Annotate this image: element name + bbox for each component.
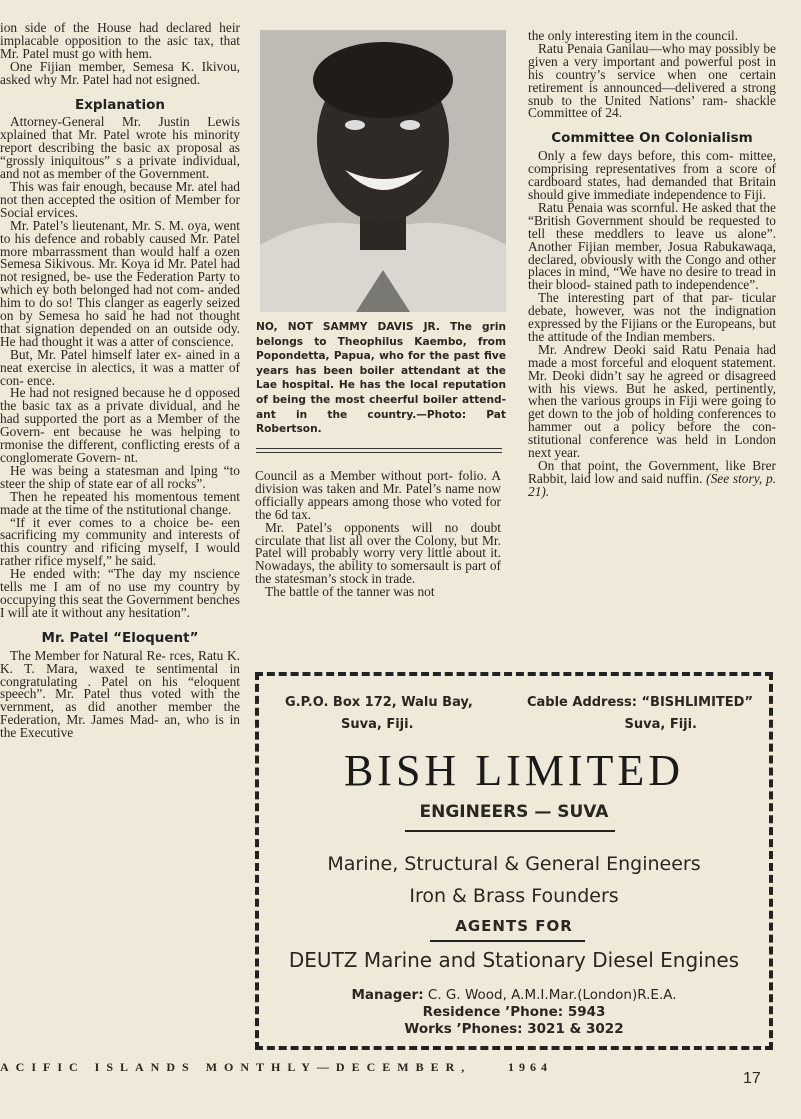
column-1 (0, 22, 240, 740)
paragraph (528, 460, 776, 499)
portrait-image (260, 30, 506, 312)
ad-cable: Cable Address: “BISHLIMITED” (526, 695, 753, 710)
paragraph: Mr. Patel’s lieutenant, Mr. S. M. oya, went to his defence and robably caused Mr. Patel more mbarrassment than would half a ozen Semesa Sikivous. Mr. Koya id Mr. Patel had not resigned, be- use the Federation Party to which ey both belonged had not com- anded him to do so! This clanger as eagerly seized on by Semesa ho said he had not thought that signation depended on an outside ody. He had thought it was a atter of conscience. (0, 217, 240, 349)
paragraph: But, Mr. Patel himself later ex- ained in a neat exercise in alectics, it was a matter of con- ence. (0, 346, 240, 388)
paragraph: The battle of the tanner was not (265, 584, 435, 600)
section-heading-eloquent: Mr. Patel “Eloquent” (41, 629, 199, 646)
ad-residence-phone: Residence ’Phone: 5943 (422, 1004, 606, 1020)
ad-manager-label: Manager: (351, 987, 424, 1003)
ad-company-name: BISH LIMITED (343, 746, 685, 795)
ad-works-phones: Works ’Phones: 3021 & 3022 (404, 1021, 624, 1037)
column-2 (255, 470, 501, 599)
ad-pobox-city: Suva, Fiji. (341, 717, 414, 732)
ad-postal-address (285, 692, 473, 736)
paragraph: One Fijian member, Semesa K. Ikivou, asked why Mr. Patel had not esigned. (0, 58, 240, 87)
ad-tagline: ENGINEERS — SUVA (419, 802, 609, 822)
paragraph: Ratu Penaia was scornful. He asked that the “British Government should be requested to tell these meddlers to leave us alone”. Another Fijian member, Josua Rabukawaqa, declared, obviously with the Congo and other places in mind, “We have no desire to tread in their blood- stained path to independence”. (528, 199, 776, 293)
section-heading-explanation: Explanation (74, 96, 166, 113)
page-footer (0, 1056, 801, 1086)
footer-publication: ACIFIC ISLANDS MONTHLY—DECEMBER, (0, 1060, 472, 1074)
ad-pobox: G.P.O. Box 172, Walu Bay, (285, 695, 473, 710)
footer-year: 1964 (508, 1060, 552, 1074)
portrait-photo (260, 30, 506, 312)
ad-manager (255, 987, 773, 1004)
paragraph: Mr. Patel’s opponents will no doubt circulate that list all over the Colony, but Mr. Patel will probably worry very little about it. Nowadays, the ability to somersault is part of the statesman’s stock in trade. (255, 519, 501, 587)
caption-body: The grin belongs to Theophilus Kaembo, from Popondetta, Papua, who for the past five years has been boiler attendant at the Lae hospital. He has the local reputation of being the most cheerful boiler attend- ant in the country.—Photo: Pat Robertson. (256, 321, 506, 436)
ad-manager-name: C. G. Wood, A.M.I.Mar.(London)R.E.A. (427, 987, 677, 1003)
paragraph: “If it ever comes to a choice be- een sacrificing my community and interests of this country and rificing myself, I would rather rifice myself,” he said. (0, 514, 240, 569)
ad-border (255, 672, 773, 676)
paragraph: This was fair enough, because Mr. atel had not then accepted the osition of Member for Social ervices. (0, 178, 240, 220)
caption-lead: NO, NOT SAMMY DAVIS JR. (256, 321, 440, 333)
ad-agents-heading: AGENTS FOR (455, 917, 573, 935)
page-number: 17 (743, 1070, 761, 1087)
ad-services-line: Marine, Structural & General Engineers (327, 853, 701, 875)
paragraph: the only interesting item in the council. (528, 28, 739, 43)
ad-cable-address (527, 692, 753, 736)
ad-services-line: Iron & Brass Founders (409, 885, 619, 907)
column-3 (528, 30, 776, 499)
ad-divider (430, 940, 585, 942)
paragraph: Ratu Penaia Ganilau—who may possibly be given a very important and powerful post in his country’s service when one certain retirement is announced—delivered a strong snub to the United Nations’ ram- shackle Committee of 24. (528, 40, 776, 121)
see-story-reference: (See story, p. 21). (528, 470, 776, 499)
paragraph: He was being a statesman and lping “to steer the ship of state ear of all rocks”. (0, 462, 240, 491)
paragraph: He ended with: “The day my nscience tells me I am of no use my country by occupying this seat the Government benches I will ate it without any hesitation”. (0, 566, 240, 620)
paragraph: Attorney-General Mr. Justin Lewis xplained that Mr. Patel wrote his minority report describing the basic ax proposal as “grossly iniquitous” s a private individual, and not as member of the Government. (0, 114, 240, 182)
ad-deutz-line: DEUTZ Marine and Stationary Diesel Engines (288, 948, 740, 972)
paragraph: The Member for Natural Re- rces, Ratu K. K. T. Mara, waxed te sentimental in congratulating . Patel on his “eloquent speech”. Mr. Patel thus voted with the vernment, as did another member the Federation, Mr. James Mad- an, who is in the Executive (0, 647, 240, 741)
paragraph: Council as a Member without port- folio. A division was taken and Mr. Patel’s name now officially appears among those who voted for the 6d tax. (255, 468, 501, 522)
paragraph: The interesting part of that par- ticular debate, however, was not the indignation expressed by the Fijians or the Europeans, but the attitude of the Indian members. (528, 290, 776, 344)
ad-contacts (255, 987, 773, 1038)
divider (256, 448, 502, 449)
bish-limited-advertisement (255, 672, 773, 1050)
paragraph: Only a few days before, this com- mittee, comprising representatives from a score of cardboard states, had demanded that Britain should give immediate independence to Fiji. (528, 148, 776, 202)
paragraph: He had not resigned because he d opposed the basic tax as a private dividual, and he had supported the port as a Member of the Govern- ent because he was helping to rmonise the different, conflicting erests of a conglomerate Govern- nt. (0, 385, 240, 465)
photo-caption (256, 320, 506, 437)
ad-border (255, 1046, 773, 1050)
ad-cable-city: Suva, Fiji. (624, 717, 697, 732)
section-heading-committee: Committee On Colonialism (551, 130, 753, 147)
paragraph: Mr. Andrew Deoki said Ratu Penaia had made a most forceful and eloquent statement. Mr. Deoki didn’t say he agreed or disagreed with his views. But he asked, pertinently, when the various groups in Fiji were going to get down to the job of holding conferences to hammer out a policy before the con- stitutional conference was held in London next year. (528, 341, 776, 461)
paragraph: Then he repeated his momentous tement made at the time of the nstitutional change. (0, 488, 240, 517)
paragraph: ion side of the House had declared heir implacable opposition to the asic tax, that Mr. Patel must go with hem. (0, 20, 240, 61)
ad-divider (405, 830, 615, 832)
ad-services (255, 848, 773, 912)
paragraph-text: On that point, the Government, like Brer Rabbit, laid low and said nuffin. (528, 458, 776, 486)
divider (256, 452, 502, 453)
